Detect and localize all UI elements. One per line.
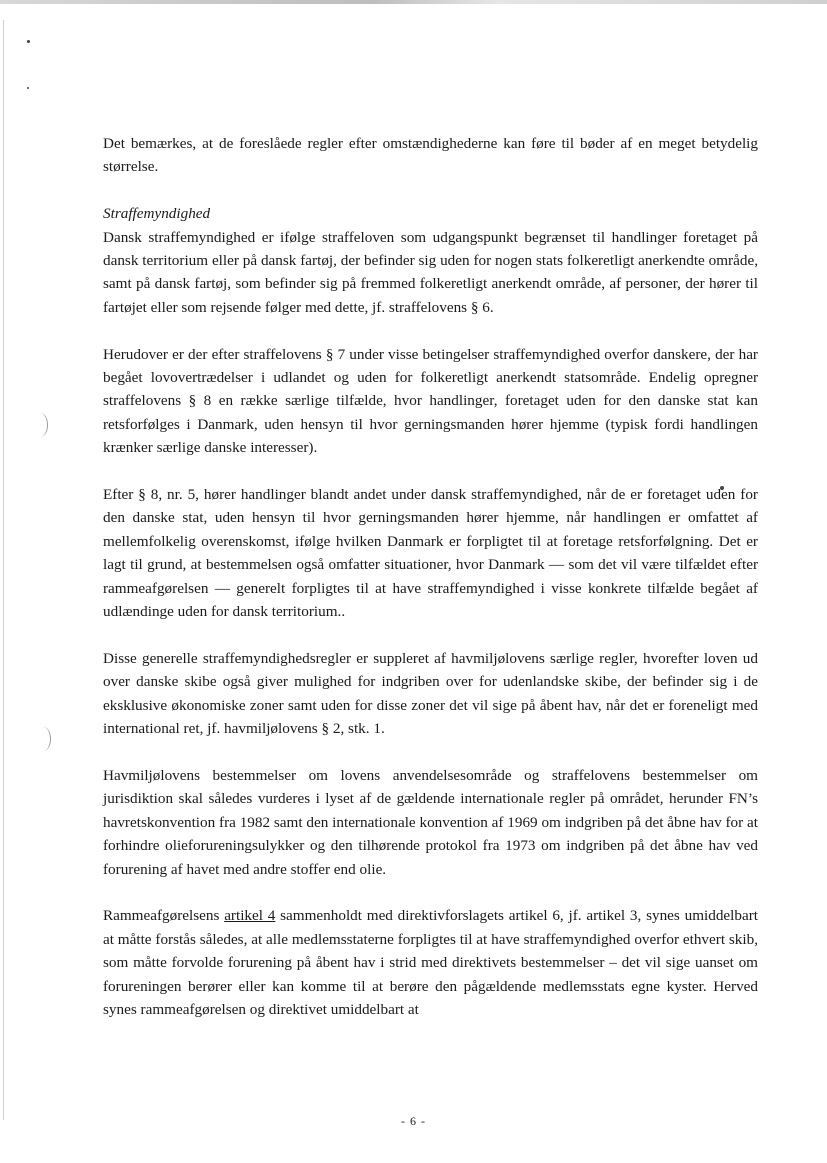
punch-hole-mark: [36, 727, 51, 751]
scan-speck: [27, 87, 29, 89]
scan-edge-top: [0, 0, 827, 4]
scan-edge-left: [3, 20, 4, 1120]
punch-hole-mark: [33, 413, 48, 437]
scan-speck: [27, 40, 30, 43]
section-heading: Straffemyndighed: [103, 205, 211, 223]
paragraph: Efter § 8, nr. 5, hører handlinger blandt andet under dansk straffemyndighed, når de er foretaget uden for den danske stat, uden hensyn til hvor gerningsmanden hører hjemme, når handlingen er omfattet af mellemfolkelig overenskomst, ifølge hvilken Danmark er forpligtet til at foretage retsforfølgning. Det er lagt til grund, at bestemmelsen også omfatter situationer, hvor Danmark — som det vil være tilfældet efter rammeafgørelsen — generelt forpligtes til at have straffemyndighed i visse konkrete tilfælde begået af udlændinge uden for dansk territorium..: [103, 486, 758, 621]
paragraph-text: Rammeafgørelsens: [103, 907, 225, 925]
document-body: [103, 132, 758, 1021]
paragraph: Det bemærkes, at de foreslåede regler efter omstændighederne kan føre til bøder af en meget betydelig størrelse.: [103, 135, 758, 176]
paragraph: Dansk straffemyndighed er ifølge straffeloven som udgangspunkt begrænset til handlinger foretaget på dansk territorium eller på dansk fartøj, der befinder sig uden for nogen stats folkeretligt anerkendte område, samt på dansk fartøj, som befinder sig på fremmed folkeretligt anerkendt område, af personer, der hører til fartøjet eller som rejsende følger med dette, jf. straffelovens § 6.: [103, 228, 758, 316]
page-number: - 6 -: [401, 1114, 426, 1128]
paragraph-final: [103, 904, 758, 1021]
paragraph: Herudover er der efter straffelovens § 7 under visse betingelser straffemyndighed overfor danskere, der har begået lovovertrædelser i udlandet og uden for folkeretligt anerkendt statsområde. Endelig opregner straffelovens § 8 en række særlige tilfælde, hvor handlinger, foretaget uden for den danske stat kan retsforfølges i Danmark, uden hensyn til hvor gerningsmanden hører hjemme (typisk fordi handlingen krænker særlige danske interesser).: [103, 345, 758, 457]
paragraph-text: sammenholdt med direktivforslagets artikel 6, jf. artikel 3, synes umiddelbart at måtte forstås således, at alle medlemsstaterne forpligtes til at have straffemyndighed overfor ethvert skib, som måtte forvolde forurening på åbent hav i strid med direktivets bestemmelser – det vil sige uanset om forureningen berører eller kan komme til at berøre den pågældende medlemsstats egne kyster. Herved synes rammeafgørelsen og direktivet umiddelbart at: [103, 907, 758, 1018]
paragraph: Havmiljølovens bestemmelser om lovens anvendelsesområde og straffelovens bestemmelser om jurisdiktion skal således vurderes i lyset af de gældende internationale regler på området, herunder FN’s havretskonvention fra 1982 samt den internationale konvention af 1969 om indgriben på det åbne hav for at forhindre olieforureningsulykker og den tilhørende protokol fra 1973 om indgriben på det åbne hav ved forurening af havet med andre stoffer end olie.: [103, 766, 758, 878]
section: [103, 202, 758, 225]
paragraph: Disse generelle straffemyndighedsregler er suppleret af havmiljølovens særlige regler, hvorefter loven ud over danske skibe også giver mulighed for indgriben over for udenlandske skibe, der befinder sig i de eksklusive økonomiske zoner samt uden for disse zoner det vil sige på åbent hav, når det er foreneligt med international ret, jf. havmiljølovens § 2, stk. 1.: [103, 649, 758, 738]
article-reference: artikel 4: [224, 907, 276, 925]
